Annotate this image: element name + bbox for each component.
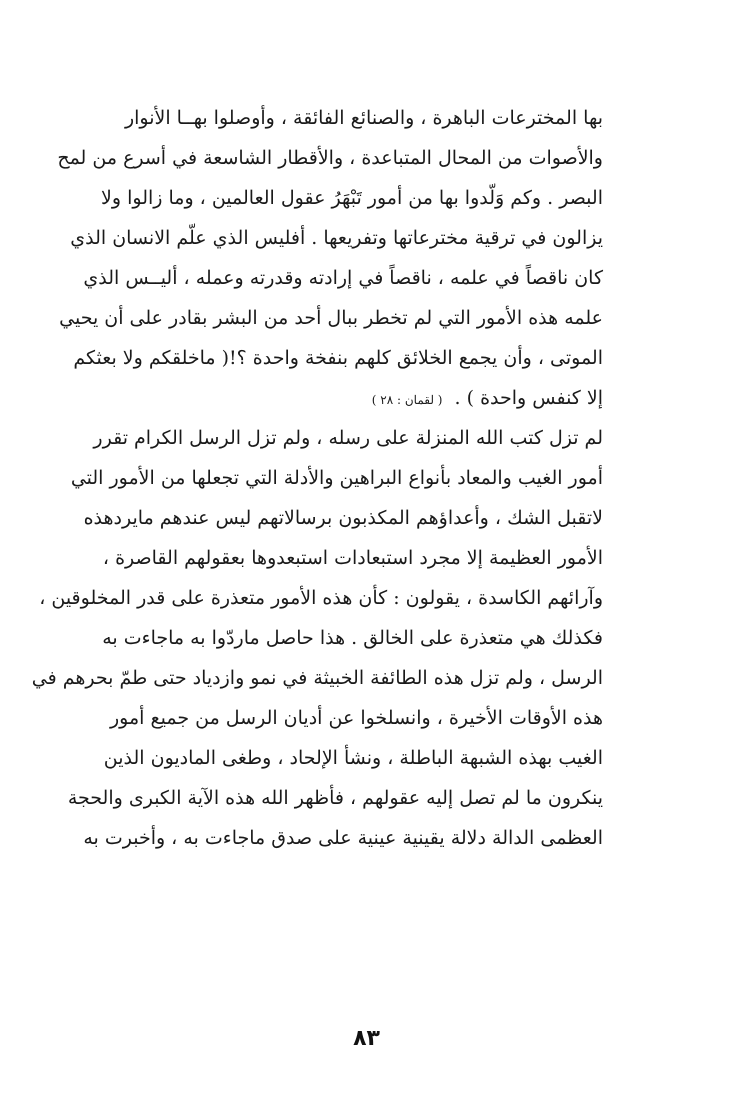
text-line: علمه هذه الأمور التي لم تخطر ببال أحد من البشر بقادر على أن يحيي — [59, 307, 603, 329]
text-line: الغيب بهذه الشبهة الباطلة ، ونشأ الإلحاد ، وطغى الماديون الذين — [103, 747, 603, 769]
text-line: بها المخترعات الباهرة ، والصنائع الفائقة ، وأوصلوا بهــا الأنوار — [124, 107, 603, 129]
text-line: العظمى الدالة دلالة يقينية عينية على صدق ماجاءت به ، وأخبرت به — [83, 827, 603, 849]
text-line: هذه الأوقات الأخيرة ، وانسلخوا عن أديان الرسل من جميع أمور — [110, 707, 603, 729]
text-line: ينكرون ما لم تصل إليه عقولهم ، فأظهر الله هذه الآية الكبرى والحجة — [67, 787, 603, 809]
text-line: يزالون في ترقية مخترعاتها وتفريعها . أفليس الذي علّم الانسان الذي — [70, 227, 603, 249]
text-line: الموتى ، وأن يجمع الخلائق كلهم بنفخة واحدة ؟!( ماخلقكم ولا بعثكم — [73, 347, 603, 369]
text-line: البصر . وكم وَلّدوا بها من أمور تَبْهَرُ عقول العالمين ، وما زالوا ولا — [101, 187, 603, 209]
quran-citation: ( لقمان : ٢٨ ) — [371, 393, 443, 407]
text-line: فكذلك هي متعذرة على الخالق . هذا حاصل ماردّوا به ماجاءت به — [102, 627, 603, 649]
text-line: لم تزل كتب الله المنزلة على رسله ، ولم تزل الرسل الكرام تقرر — [93, 427, 603, 449]
text-line: والأصوات من المحال المتباعدة ، والأقطار الشاسعة في أسرع من لمح — [57, 147, 603, 169]
text-line: الأمور العظيمة إلا مجرد استبعادات استبعدوها بعقولهم القاصرة ، — [102, 547, 603, 569]
text-line: وآرائهم الكاسدة ، يقولون : كأن هذه الأمور متعذرة على قدر المخلوقين ، — [39, 587, 603, 609]
text-line: أمور الغيب والمعاد بأنواع البراهين والأدلة التي تجعلها من الأمور التي — [70, 467, 603, 489]
text-line: كان ناقصاً في علمه ، ناقصاً في إرادته وقدرته وعمله ، أليــس الذي — [83, 267, 603, 289]
quran-verse-end: إلا كنفس واحدة ) . — [454, 387, 603, 409]
text-line: الرسل ، ولم تزل هذه الطائفة الخبيثة في نمو وازدياد حتى طمّ بحرهم في — [31, 667, 603, 689]
text-line: لاتقبل الشك ، وأعداؤهم المكذبون برسالاتهم ليس عندهم مايردهذه — [83, 507, 603, 529]
text-line — [128, 378, 603, 418]
page-number: ٨٣ — [353, 1026, 380, 1051]
